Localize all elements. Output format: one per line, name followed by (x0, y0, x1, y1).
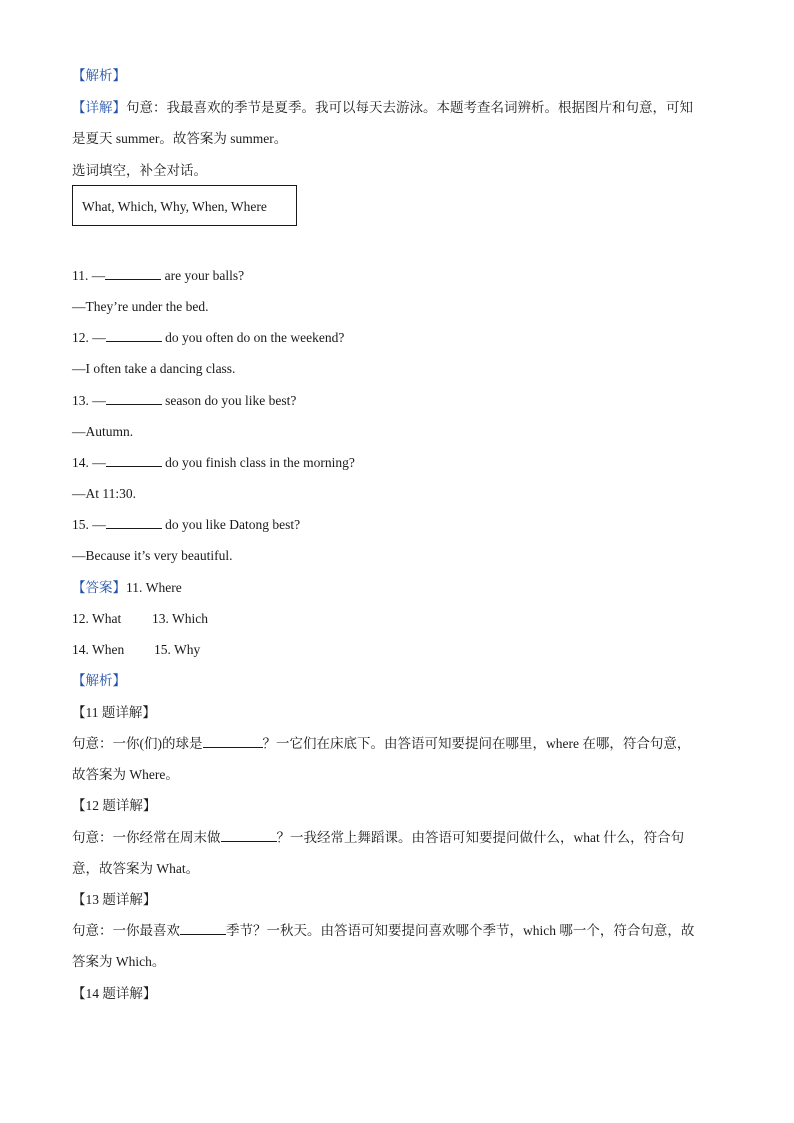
answer-blank (203, 735, 263, 748)
word-bank-box (72, 185, 297, 226)
detail-label: 【详解】 (72, 100, 126, 115)
answer-12: 12. What (72, 611, 122, 626)
section-heading-analysis-2: 【解析】 (72, 673, 126, 688)
question-15 (72, 516, 300, 534)
reply-15: —Because it’s very beautiful. (72, 548, 233, 563)
explanation-text: ？一我经常上舞蹈课。由答语可知要提问做什么，what 什么，符合句 (276, 830, 685, 845)
answer-blank (106, 454, 162, 467)
question-11 (72, 267, 244, 285)
answer-blank (180, 922, 226, 935)
answer-blank (106, 516, 162, 529)
question-number: 14. — (72, 455, 106, 470)
explanation-text: ？一它们在床底下。由答语可知要提问在哪里，where 在哪，符合句意， (262, 736, 691, 751)
answer-label: 【答案】 (72, 580, 126, 595)
explanation-13-heading: 【13 题详解】 (72, 892, 157, 907)
reply-12: —I often take a dancing class. (72, 361, 236, 376)
question-14 (72, 454, 355, 472)
explanation-text: 季节？一秋天。由答语可知要提问喜欢哪个季节，which 哪一个，符合句意，故 (226, 923, 695, 938)
answer-line-1 (72, 579, 182, 597)
reply-11: —They’re under the bed. (72, 299, 209, 314)
explanation-13-line2: 答案为 Which。 (72, 954, 166, 969)
answer-13: 13. Which (152, 611, 208, 626)
answer-blank (105, 267, 161, 280)
question-number: 12. — (72, 330, 106, 345)
question-text: do you like Datong best? (161, 517, 301, 532)
explanation-12-heading: 【12 题详解】 (72, 798, 157, 813)
reply-14: —At 11:30. (72, 486, 136, 501)
question-text: do you finish class in the morning? (161, 455, 355, 470)
detail-paragraph-line1 (72, 99, 693, 117)
explanation-text: 句意：一你经常在周末做 (72, 830, 221, 845)
document-page (72, 0, 724, 1123)
explanation-12-line1 (72, 829, 684, 847)
word-bank-text: What, Which, Why, When, Where (82, 199, 267, 214)
question-number: 15. — (72, 517, 106, 532)
explanation-11-heading: 【11 题详解】 (72, 705, 156, 720)
detail-paragraph-line2: 是夏天 summer。故答案为 summer。 (72, 131, 288, 146)
explanation-11-line1 (72, 735, 690, 753)
question-number: 13. — (72, 393, 106, 408)
explanation-text: 句意：一你最喜欢 (72, 923, 180, 938)
answer-blank (106, 329, 162, 342)
answer-15: 15. Why (154, 642, 201, 657)
question-13 (72, 392, 296, 410)
explanation-text: 句意：一你(们)的球是 (72, 736, 203, 751)
reply-13: —Autumn. (72, 424, 134, 439)
question-text: season do you like best? (161, 393, 297, 408)
section-heading-analysis: 【解析】 (72, 68, 126, 83)
explanation-13-line1 (72, 922, 694, 940)
explanation-11-line2: 故答案为 Where。 (72, 767, 179, 782)
question-number: 11. — (72, 268, 106, 283)
explanation-14-heading: 【14 题详解】 (72, 986, 157, 1001)
question-text: do you often do on the weekend? (161, 330, 345, 345)
explanation-12-line2: 意，故答案为 What。 (72, 861, 200, 876)
answer-blank (221, 829, 277, 842)
exercise-instruction: 选词填空，补全对话。 (72, 163, 207, 178)
question-text: are your balls? (161, 268, 245, 283)
answer-blank (106, 392, 162, 405)
answer-11: 11. Where (126, 580, 182, 595)
detail-text: 句意：我最喜欢的季节是夏季。我可以每天去游泳。本题考查名词辨析。根据图片和句意，可知 (126, 100, 693, 115)
answer-14: 14. When (72, 642, 125, 657)
question-12 (72, 329, 344, 347)
